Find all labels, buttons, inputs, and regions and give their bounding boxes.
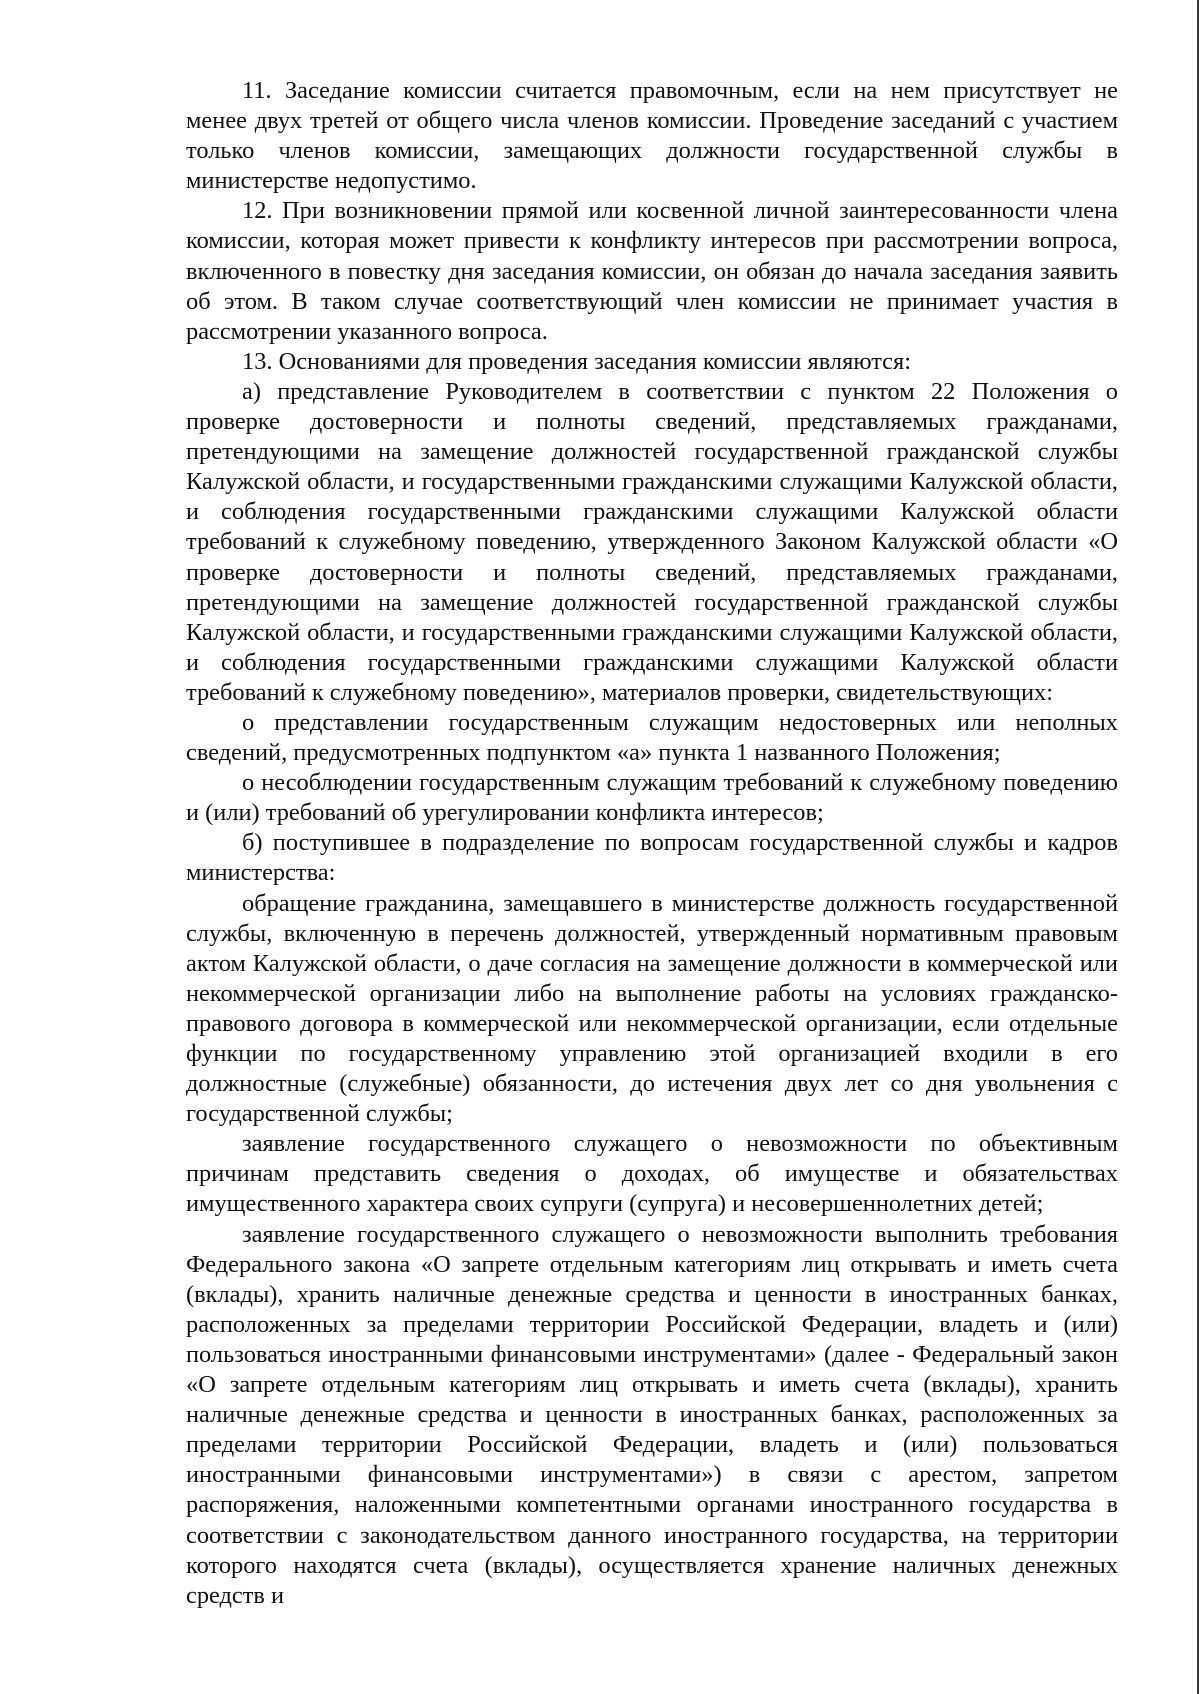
- paragraph-13a-item-2: о несоблюдении государственным служащим требований к служебному поведению и (или) требований об урегулировании конфликта интересов;: [186, 769, 1118, 827]
- paragraph-13b: б) поступившее в подразделение по вопросам государственной службы и кадров министерства:: [186, 829, 1118, 887]
- paragraph-12: 12. При возникновении прямой или косвенной личной заинтересованности члена комиссии, которая может привести к конфликту интересов при рассмотрении вопроса, включенного в повестку дня заседания комиссии, он обязан до начала заседания заявить об этом. В таком случае соответствующий член комиссии не принимает участия в рассмотрении указанного вопроса.: [186, 197, 1118, 345]
- paragraph-13a: а) представление Руководителем в соответствии с пунктом 22 Положения о проверке достоверности и полноты сведений, представляемых гражданами, претендующими на замещение должностей государственной гражданской службы Калужской области, и государственными гражданскими служащими Калужской области, и соблюдения государственными гражданскими служащими Калужской области требований к служебному поведению, утвержденного Законом Калужской области «О проверке достоверности и полноты сведений, представляемых гражданами, претендующими на замещение должностей государственной гражданской службы Калужской области, и государственными гражданскими служащими Калужской области, и соблюдения государственными гражданскими служащими Калужской области требований к служебному поведению», материалов проверки, свидетельствующих:: [186, 377, 1118, 706]
- document-body: [186, 76, 1118, 1611]
- paragraph-13b-item-2: заявление государственного служащего о невозможности по объективным причинам представить сведения о доходах, об имуществе и обязательствах имущественного характера своих супруги (супруга) и несовершеннолетних детей;: [186, 1130, 1118, 1218]
- paragraph-11: 11. Заседание комиссии считается правомочным, если на нем присутствует не менее двух третей от общего числа членов комиссии. Проведение заседаний с участием только членов комиссии, замещающих должности государственной службы в министерстве недопустимо.: [186, 77, 1118, 195]
- paragraph-13a-item-1: о представлении государственным служащим недостоверных или неполных сведений, предусмотренных подпунктом «а» пункта 1 названного Положения;: [186, 708, 1118, 767]
- scan-edge-line: [1197, 0, 1199, 1694]
- paragraph-13b-item-1: обращение гражданина, замещавшего в министерстве должность государственной службы, включенную в перечень должностей, утвержденный нормативным правовым актом Калужской области, о даче согласия на замещение должности в коммерческой или некоммерческой организации либо на выполнение работы на условиях гражданско-правового договора в коммерческой или некоммерческой организации, если отдельные функции по государственному управлению этой организацией входили в его должностные (служебные) обязанности, до истечения двух лет со дня увольнения с государственной службы;: [186, 889, 1118, 1128]
- paragraph-13b-item-3: заявление государственного служащего о невозможности выполнить требования Федерального закона «О запрете отдельным категориям лиц открывать и иметь счета (вклады), хранить наличные денежные средства и ценности в иностранных банках, расположенных за пределами территории Российской Федерации, владеть и (или) пользоваться иностранными финансовыми инструментами» (далее - Федеральный закон «О запрете отдельным категориям лиц открывать и иметь счета (вклады), хранить наличные денежные средства и ценности в иностранных банках, расположенных за пределами территории Российской Федерации, владеть и (или) пользоваться иностранными финансовыми инструментами») в связи с арестом, запретом распоряжения, наложенными компетентными органами иностранного государства в соответствии с законодательством данного иностранного государства, на территории которого находятся счета (вклады), осуществляется хранение наличных денежных средств и: [186, 1220, 1118, 1609]
- paragraph-13: 13. Основаниями для проведения заседания комиссии являются:: [242, 347, 911, 375]
